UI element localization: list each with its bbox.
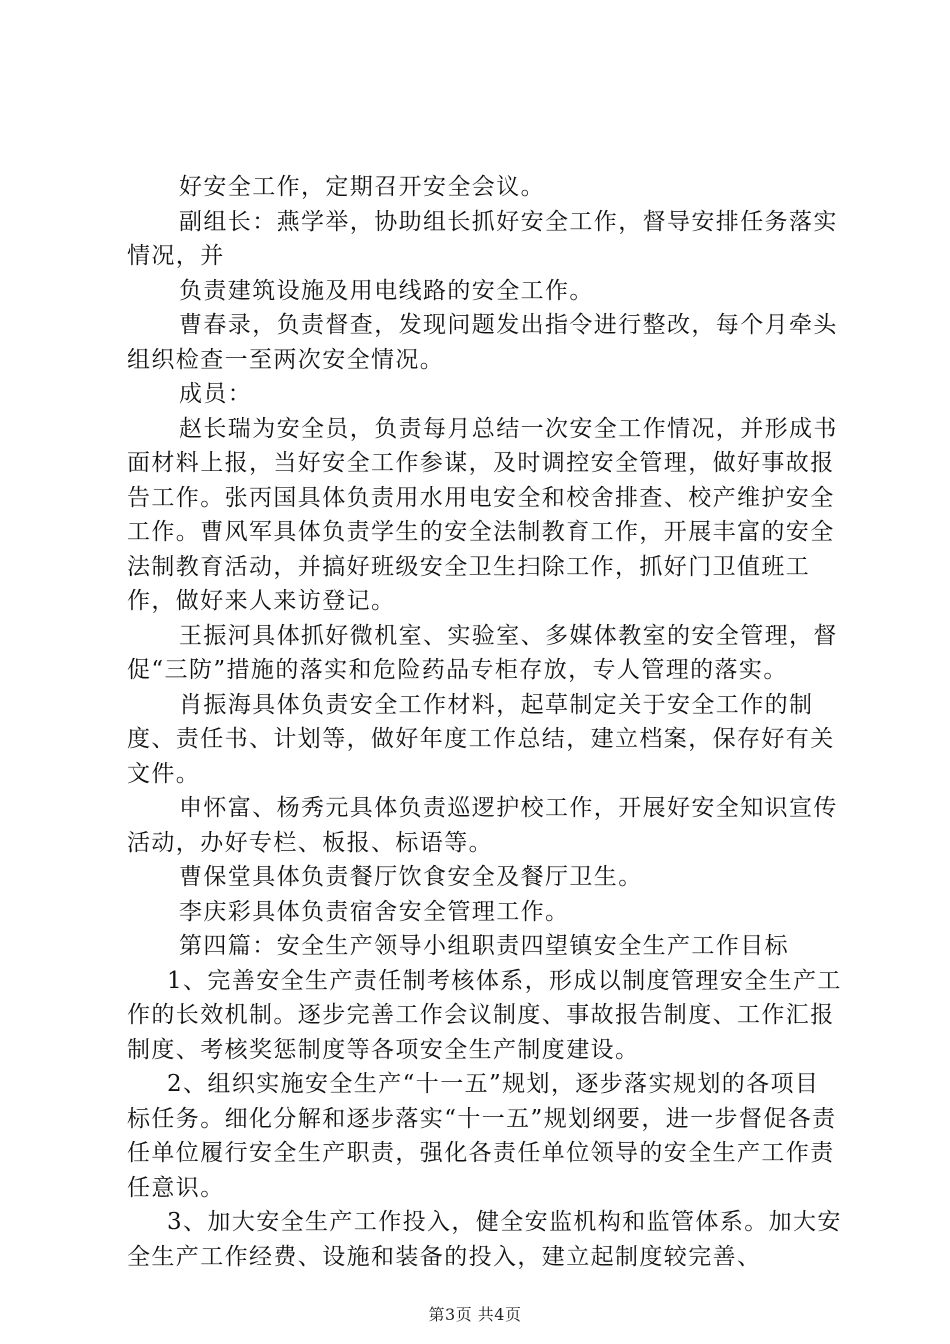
paragraph: 2、组织实施安全生产“十一五”规划，逐步落实规划的各项目标任务。细化分解和逐步落实“十一五”规划纲要，进一步督促各责任单位履行安全生产职责，强化各责任单位领导的安全生产工作责任意识。 <box>127 1071 837 1201</box>
paragraph: 李庆彩具体负责宿舍安全管理工作。 <box>179 898 570 925</box>
paragraph: 赵长瑞为安全员，负责每月总结一次安全工作情况，并形成书面材料上报，当好安全工作参谋，及时调控安全管理，做好事故报告工作。张丙国具体负责用水用电安全和校舍排查、校产维护安全工作。曹风军具体负责学生的安全法制教育工作，开展丰富的安全法制教育活动，并搞好班级安全卫生扫除工作，抓好门卫值班工作，做好来人来访登记。 <box>127 415 838 614</box>
document-body <box>127 170 842 1274</box>
paragraph: 1、完善安全生产责任制考核体系，形成以制度管理安全生产工作的长效机制。逐步完善工作会议制度、事故报告制度、工作汇报制度、考核奖惩制度等各项安全生产制度建设。 <box>127 967 842 1063</box>
paragraph: 王振河具体抓好微机室、实验室、多媒体教室的安全管理，督促“三防”措施的落实和危险药品专柜存放，专人管理的落实。 <box>127 622 838 683</box>
paragraph: 3、加大安全生产工作投入，健全安监机构和监管体系。加大安全生产工作经费、设施和装备的投入，建立起制度较完善、 <box>127 1209 842 1270</box>
paragraph: 曹保堂具体负责餐厅饮食安全及餐厅卫生。 <box>179 864 643 890</box>
paragraph: 副组长：燕学举，协助组长抓好安全工作，督导安排任务落实情况，并 <box>127 208 838 269</box>
paragraph: 曹春录，负责督查，发现问题发出指令进行整改，每个月牵头组织检查一至两次安全情况。 <box>127 312 838 373</box>
paragraph: 申怀富、杨秀元具体负责巡逻护校工作，开展好安全知识宣传活动，办好专栏、板报、标语等。 <box>127 795 838 856</box>
paragraph: 负责建筑设施及用电线路的安全工作。 <box>179 277 594 304</box>
paragraph: 成员： <box>179 381 253 407</box>
section-heading: 第四篇：安全生产领导小组职责四望镇安全生产工作目标 <box>179 933 789 959</box>
page-footer: 第3页 共4页 <box>428 1305 522 1324</box>
paragraph: 肖振海具体负责安全工作材料，起草制定关于安全工作的制度、责任书、计划等，做好年度工作总结，建立档案，保存好有关文件。 <box>127 691 835 787</box>
paragraph: 好安全工作，定期召开安全会议。 <box>179 174 545 200</box>
